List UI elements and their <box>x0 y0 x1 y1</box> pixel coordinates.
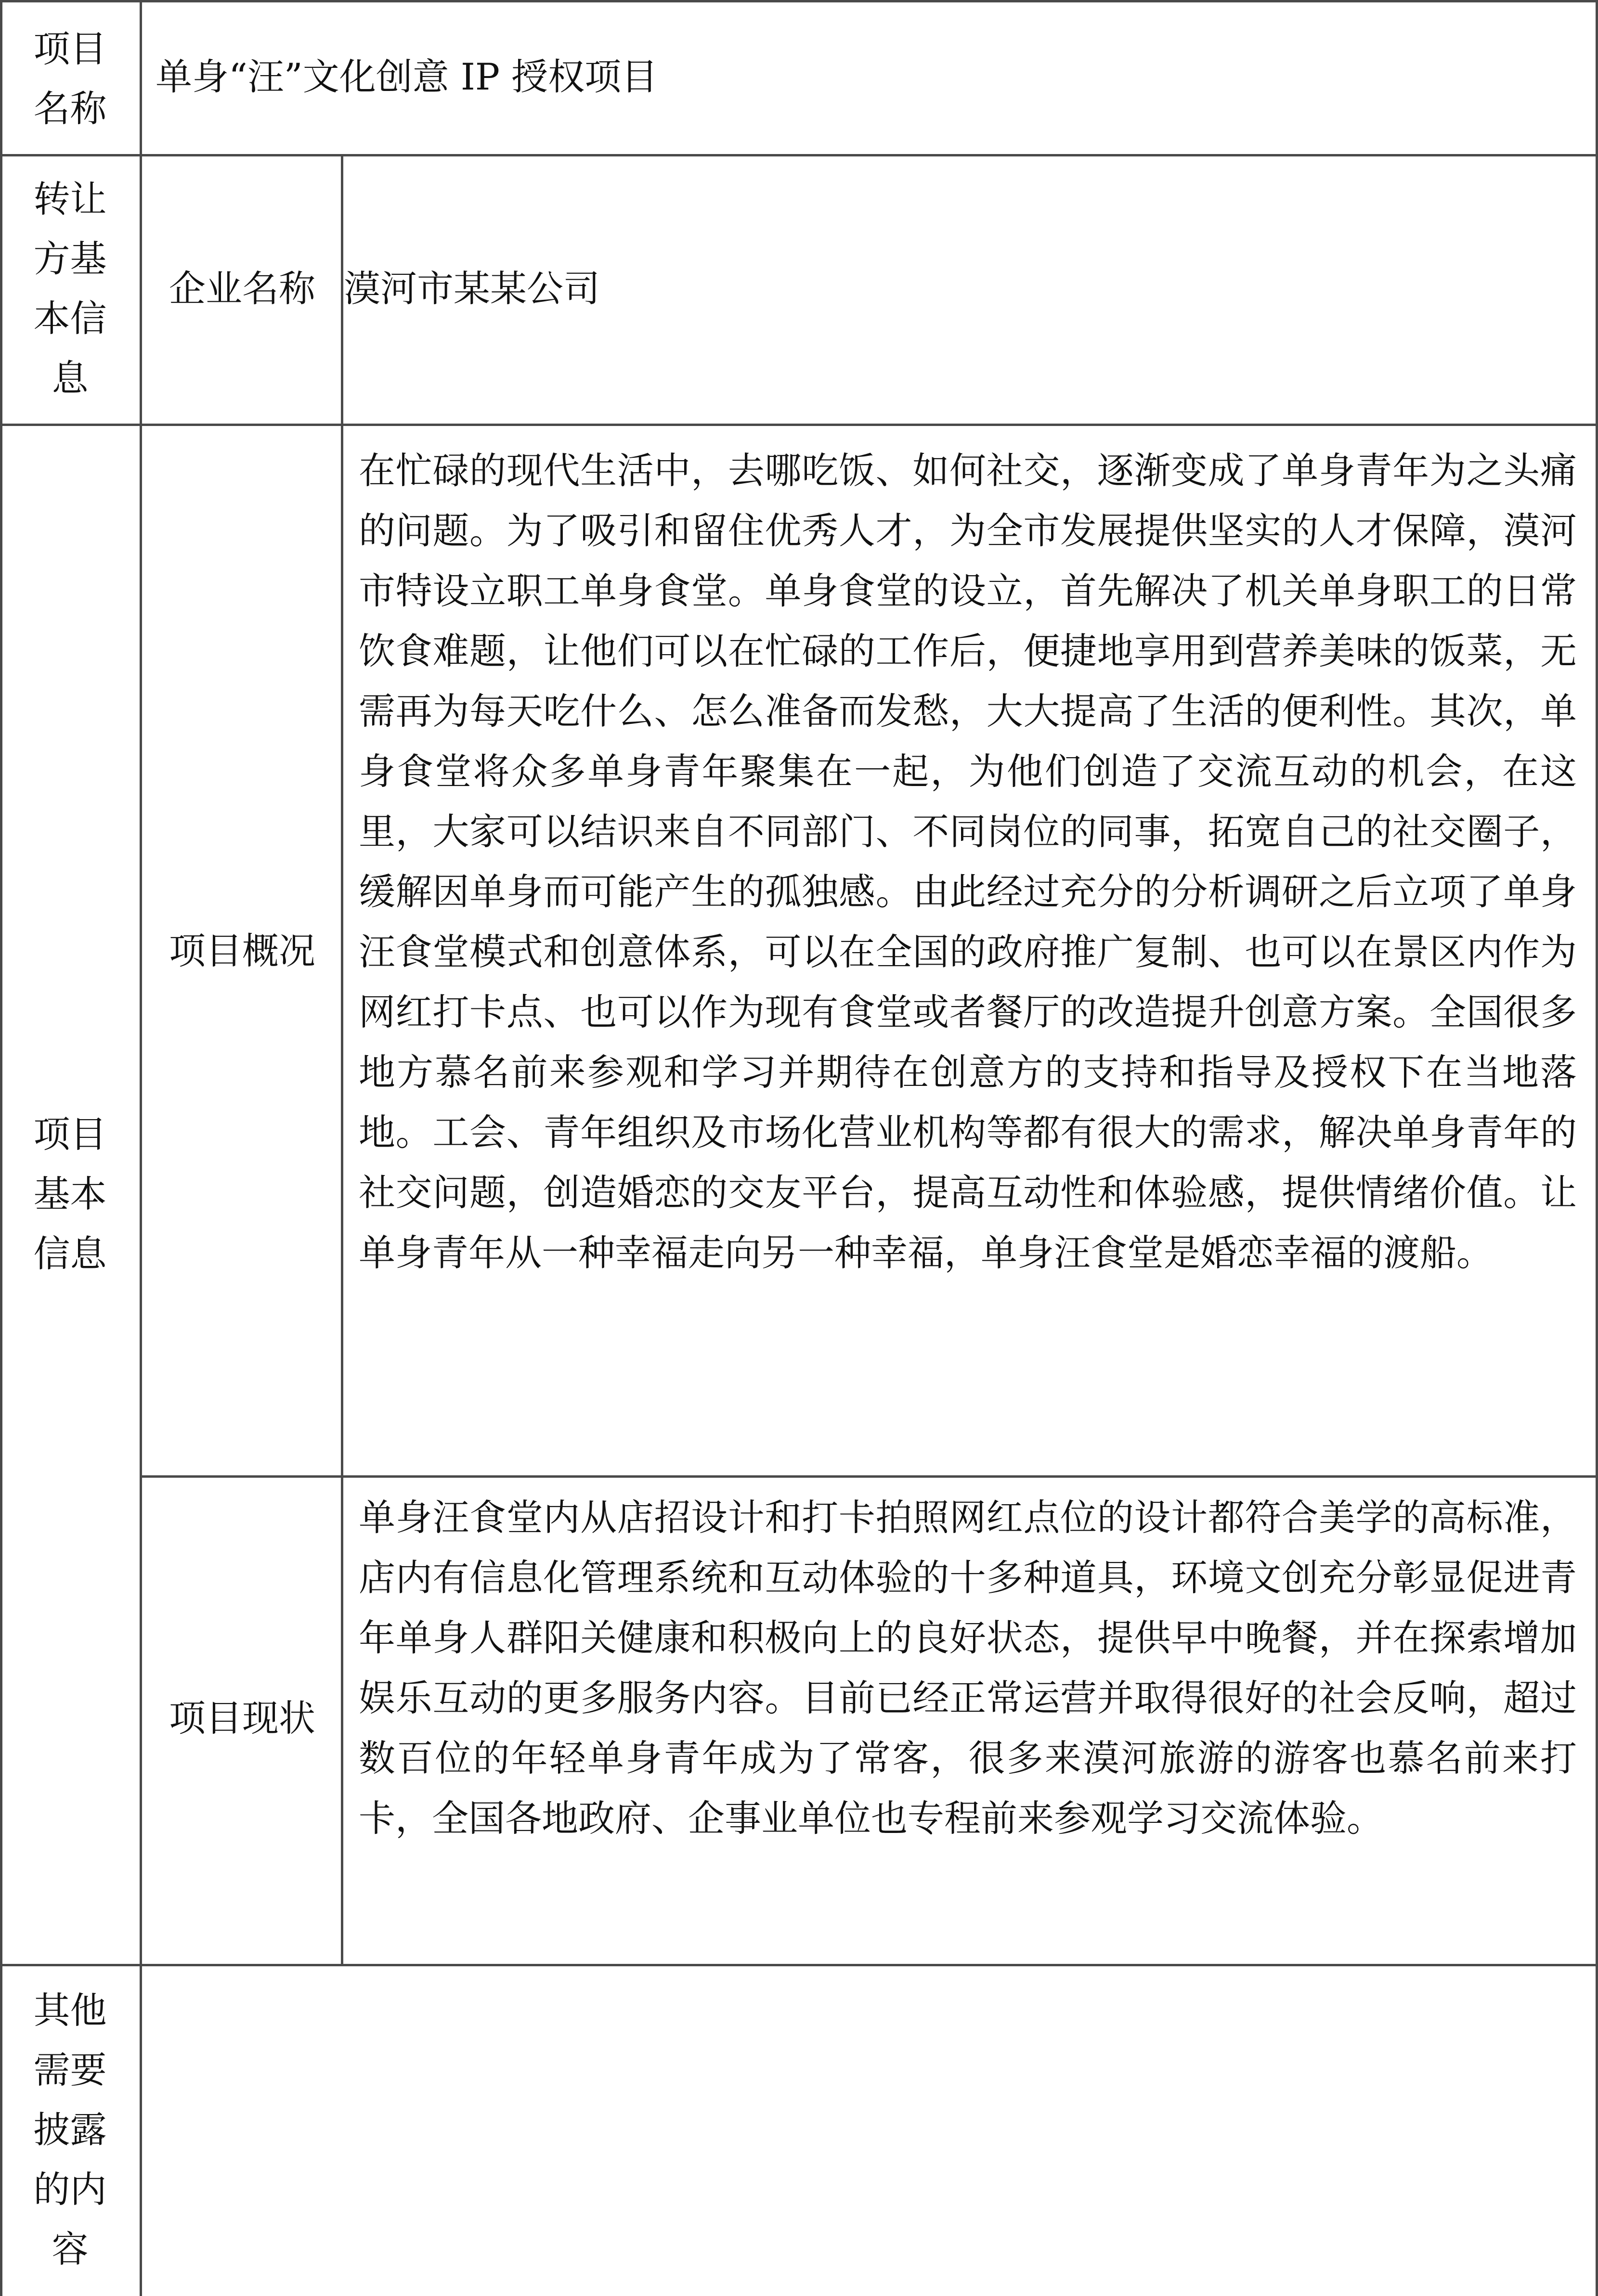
project-name-label: 项目 名称 <box>33 27 107 130</box>
row-divider-3 <box>140 1475 1598 1478</box>
column-divider-2 <box>341 154 343 1964</box>
project-name-value: 单身“汪”文化创意 IP 授权项目 <box>156 55 658 98</box>
table-border-top <box>0 0 1598 2</box>
column-divider-1 <box>140 0 142 2296</box>
table-border-left <box>0 0 2 2296</box>
row-divider-2 <box>0 424 1598 426</box>
other-disclosure-label: 其他 需要 披露 的内 容 <box>33 1989 107 2270</box>
company-name-value: 漠河市某某公司 <box>344 267 600 310</box>
project-status-label: 项目现状 <box>169 1697 315 1740</box>
row-divider-4 <box>0 1964 1598 1966</box>
company-name-label: 企业名称 <box>169 267 315 310</box>
project-basic-info-label: 项目 基本 信息 <box>33 1113 107 1275</box>
table-border-right <box>1596 0 1598 2296</box>
project-overview-text: 在忙碌的现代生活中，去哪吃饭、如何社交，逐渐变成了单身青年为之头痛的问题。为了吸引和留住优秀人才，为全市发展提供坚实的人才保障，漠河市特设立职工单身食堂。单身食堂的设立，首先解决了机关单身职工的日常饮食难题，让他们可以在忙碌的工作后，便捷地享用到营养美味的饭菜，无需再为每天吃什么、怎么准备而发愁，大大提高了生活的便利性。其次，单身食堂将众多单身青年聚集在一起，为他们创造了交流互动的机会，在这里，大家可以结识来自不同部门、不同岗位的同事，拓宽自己的社交圈子，缓解因单身而可能产生的孤独感。由此经过充分的分析调研之后立项了单身汪食堂模式和创意体系，可以在全国的政府推广复制、也可以在景区内作为网红打卡点、也可以作为现有食堂或者餐厅的改造提升创意方案。全国很多地方慕名前来参观和学习并期待在创意方的支持和指导及授权下在当地落地。工会、青年组织及市场化营业机构等都有很大的需求，解决单身青年的社交问题，创造婚恋的交友平台，提高互动性和体验感，提供情绪价值。让单身青年从一种幸福走向另一种幸福，单身汪食堂是婚恋幸福的渡船。 <box>359 449 1577 1274</box>
project-status-text: 单身汪食堂内从店招设计和打卡拍照网红点位的设计都符合美学的高标准，店内有信息化管理系统和互动体验的十多种道具，环境文创充分彰显促进青年单身人群阳关健康和积极向上的良好状态，提供早中晚餐，并在探索增加娱乐互动的更多服务内容。目前已经正常运营并取得很好的社会反响，超过数百位的年轻单身青年成为了常客，很多来漠河旅游的游客也慕名前来打卡，全国各地政府、企事业单位也专程前来参观学习交流体验。 <box>359 1496 1577 1840</box>
row-divider-1 <box>0 154 1598 156</box>
transferor-info-label: 转让 方基 本信 息 <box>33 178 107 400</box>
project-overview-label: 项目概况 <box>169 929 315 972</box>
